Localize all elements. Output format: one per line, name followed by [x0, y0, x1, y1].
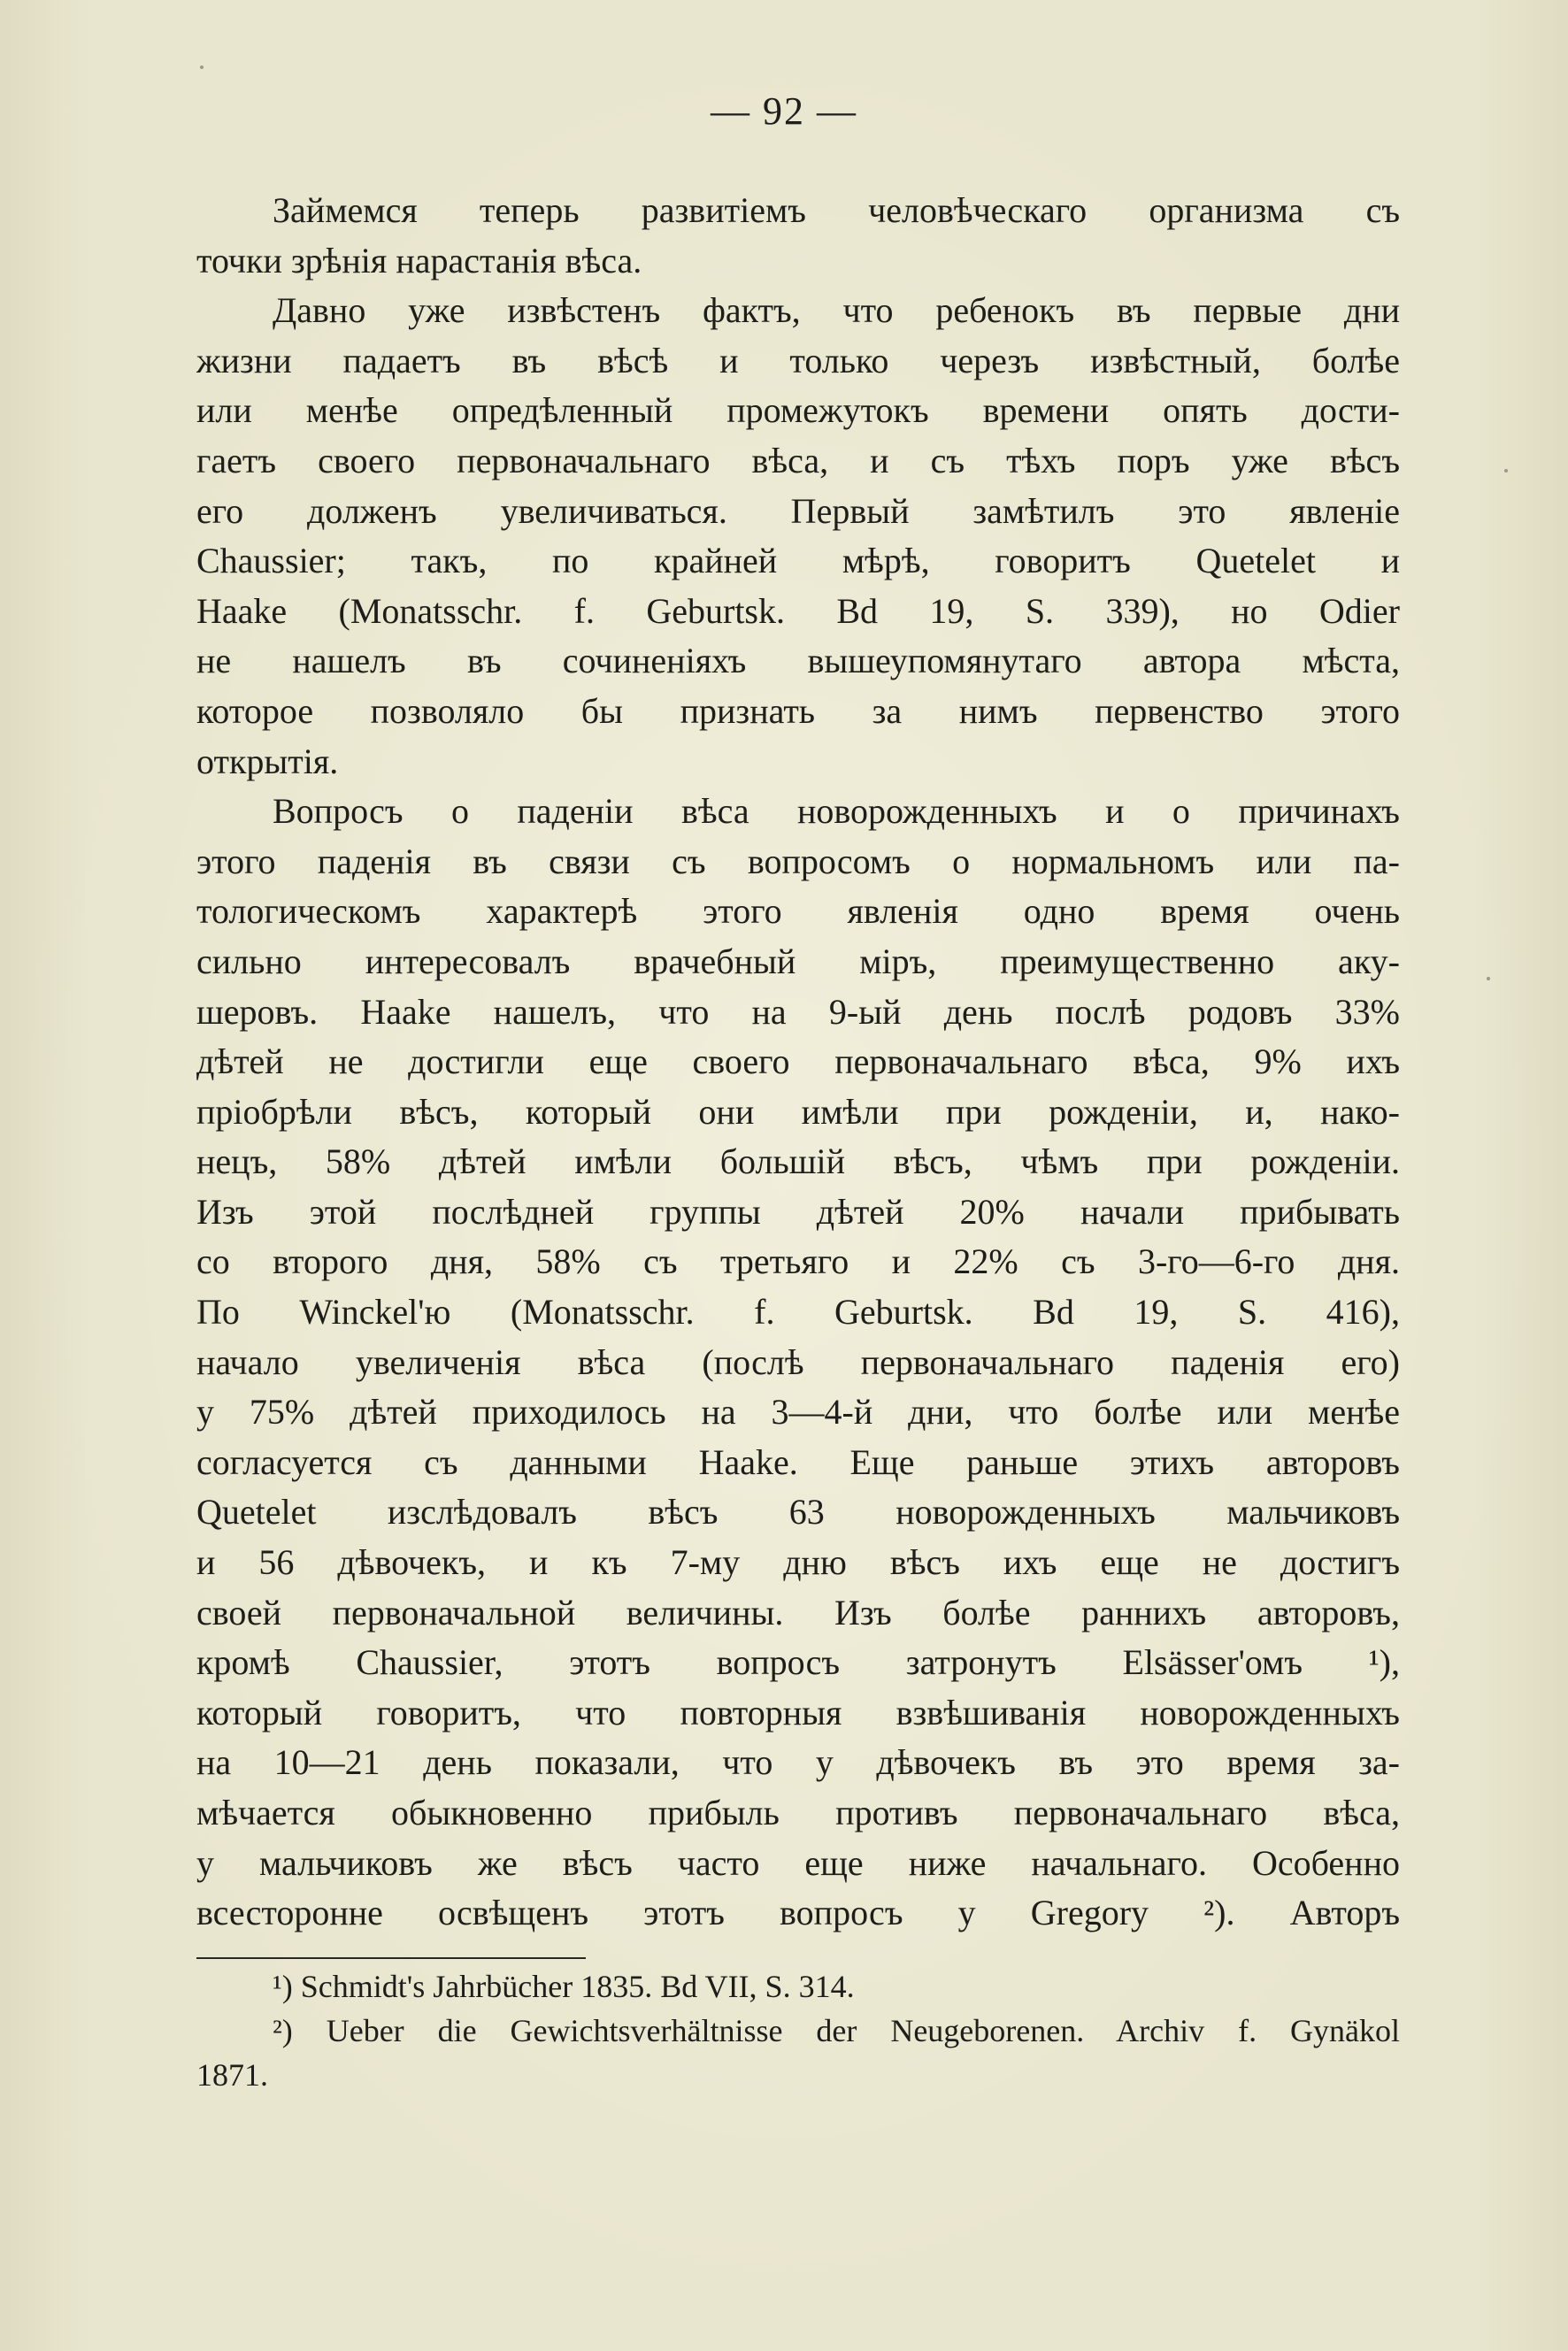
- text-line: тологическомъ характерѣ этого явленія одно время очень: [196, 891, 1400, 932]
- text-line: шеровъ. Haake нашелъ, что на 9-ый день послѣ родовъ 33%: [196, 991, 1400, 1032]
- text-line: нецъ, 58% дѣтей имѣли большій вѣсъ, чѣмъ при рожденіи.: [196, 1141, 1400, 1182]
- footnote-divider: [196, 1957, 586, 1959]
- text-line: Haake (Monatsschr. f. Geburtsk. Bd 19, S. 339), но Odier: [196, 590, 1400, 631]
- text-line: на 10—21 день показали, что у дѣвочекъ въ это время за-: [196, 1742, 1400, 1783]
- text-line: у 75% дѣтей приходилось на 3—4-й дни, что болѣе или менѣе: [196, 1392, 1400, 1433]
- text-line: которое позволяло бы признать за нимъ первенство этого: [196, 690, 1400, 731]
- text-line: Вопросъ о паденіи вѣса новорожденныхъ и о причинахъ: [273, 791, 1400, 832]
- text-line: Quetelet изслѣдовалъ вѣсъ 63 новорожденныхъ мальчиковъ: [196, 1492, 1400, 1533]
- text-line: не нашелъ въ сочиненіяхъ вышеупомянутаго автора мѣста,: [196, 641, 1400, 681]
- text-line: или менѣе опредѣленный промежутокъ времени опять дости-: [196, 390, 1400, 431]
- footnote-line: ¹) Schmidt's Jahrbücher 1835. Bd VII, S. 314.: [273, 1969, 855, 2004]
- text-line: и 56 дѣвочекъ, и къ 7-му дню вѣсъ ихъ еще не достигъ: [196, 1542, 1400, 1583]
- text-line: который говоритъ, что повторныя взвѣшиванія новорожденныхъ: [196, 1692, 1400, 1733]
- text-line: начало увеличенія вѣса (послѣ первоначальнаго паденія его): [196, 1341, 1400, 1382]
- text-line: у мальчиковъ же вѣсъ часто еще ниже начальнаго. Особенно: [196, 1842, 1400, 1883]
- text-line: точки зрѣнія нарастанія вѣса.: [196, 240, 642, 280]
- paper-speck: [1504, 469, 1508, 473]
- text-line: мѣчается обыкновенно прибыль противъ первоначальнаго вѣса,: [196, 1793, 1400, 1832]
- footnotes: [196, 1964, 1400, 2097]
- text-line: открытія.: [196, 741, 339, 781]
- page-number: — 92 —: [711, 89, 857, 133]
- text-line: жизни падаетъ въ вѣсѣ и только черезъ извѣстный, болѣе: [196, 340, 1400, 380]
- text-line: этого паденія въ связи съ вопросомъ о нормальномъ или па-: [196, 841, 1400, 881]
- text-line: гаетъ своего первоначальнаго вѣса, и съ тѣхъ поръ уже вѣсъ: [196, 440, 1400, 480]
- text-line: Давно уже извѣстенъ фактъ, что ребенокъ въ первые дни: [273, 290, 1400, 331]
- footnote-line: ²) Ueber die Gewichtsverhältnisse der Neugeborenen. Archiv f. Gynäkol: [273, 2013, 1400, 2048]
- text-line: кромѣ Chaussier, этотъ вопросъ затронутъ Elsässer'омъ ¹),: [196, 1642, 1400, 1683]
- footnote-line: 1871.: [196, 2057, 268, 2093]
- text-line: согласуется съ данными Haake. Еще раньше этихъ авторовъ: [196, 1441, 1400, 1482]
- text-line: По Winckel'ю (Monatsschr. f. Geburtsk. Bd 19, S. 416),: [196, 1292, 1400, 1333]
- paper-speck: [200, 65, 204, 69]
- text-line: своей первоначальной величины. Изъ болѣе раннихъ авторовъ,: [196, 1592, 1400, 1633]
- body-text: [196, 186, 1400, 1939]
- text-line: Изъ этой послѣдней группы дѣтей 20% начали прибывать: [196, 1191, 1400, 1232]
- text-line: сильно интересовалъ врачебный міръ, преимущественно аку-: [196, 941, 1400, 981]
- text-line: Chaussier; такъ, по крайней мѣрѣ, говоритъ Quetelet и: [196, 541, 1400, 581]
- text-line: Займемся теперь развитіемъ человѣческаго организма съ: [273, 190, 1400, 230]
- text-line: пріобрѣли вѣсъ, который они имѣли при рожденіи, и, нако-: [196, 1091, 1400, 1132]
- text-line: его долженъ увеличиваться. Первый замѣтилъ это явленіе: [196, 490, 1400, 531]
- paper-speck: [1487, 977, 1490, 980]
- text-line: со второго дня, 58% съ третьяго и 22% съ 3-го—6-го дня.: [196, 1241, 1400, 1282]
- text-line: всесторонне освѣщенъ этотъ вопросъ у Gregory ²). Авторъ: [196, 1893, 1400, 1933]
- text-line: дѣтей не достигли еще своего первоначальнаго вѣса, 9% ихъ: [196, 1041, 1400, 1082]
